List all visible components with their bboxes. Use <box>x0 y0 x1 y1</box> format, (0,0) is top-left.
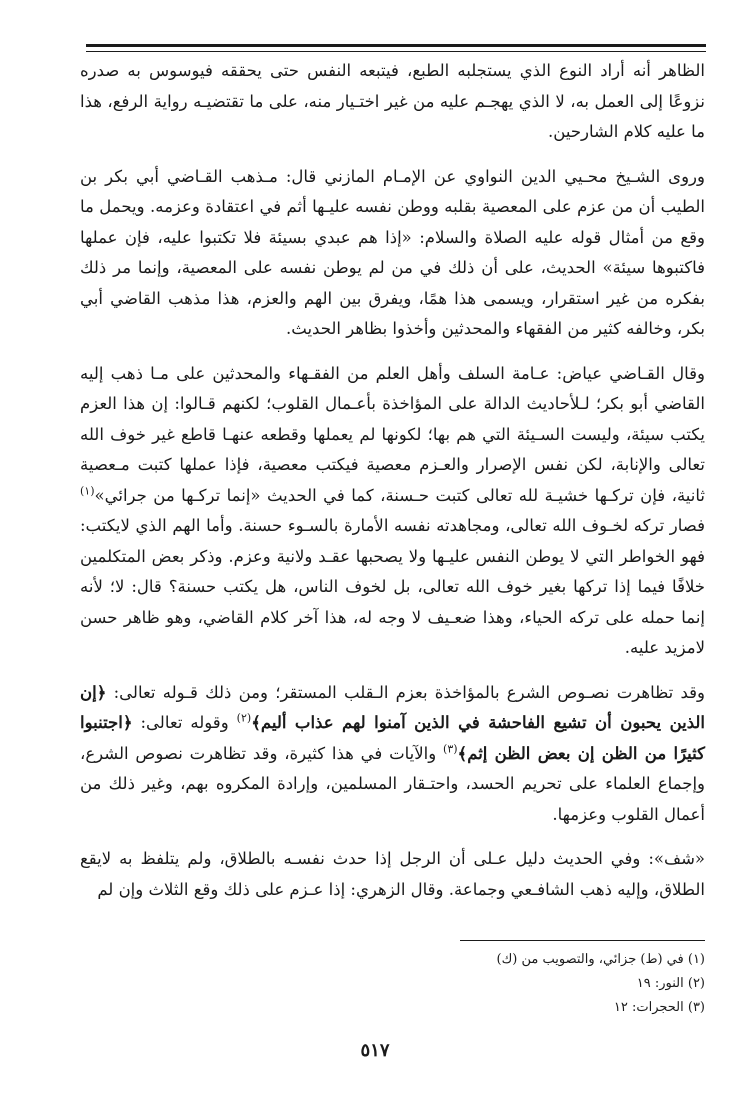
paragraph-4-middle: وقوله تعالى: <box>132 713 237 732</box>
header-rule-thin <box>86 51 706 52</box>
paragraph-5: «شف»: وفي الحديث دليل عـلى أن الرجل إذا حدث نفسـه بالطلاق، ولم يتلفظ به لايقع الطلاق، وإليه ذهب الشافـعي وجماعة. وقال الزهري: إذا عـزم على ذلك وقع الثلاث وإن لم <box>80 849 705 899</box>
footnote-1: (١) في (ط) جزائي، والتصويب من (ك) <box>496 952 705 967</box>
main-text <box>80 56 705 919</box>
footnote-ref-2: (٢) <box>236 711 252 725</box>
paragraph-3-text: وقال القـاضي عياض: عـامة السلف وأهل العلم من الفقـهاء والمحدثين على مـا ذهب إليه القاضي أبو بكر؛ لـلأحاديث الدالة على المؤاخذة بأعـمال القلوب؛ لكنهم قـالوا: إن هذا العزم يكتب سيئة، وليست السـيئة التي هم بها؛ لكونها لم يعملها وقطعه عنهـا قاطع غير خوف الله تعالى والإنابة، لكن نفس الإصرار والعـزم معصية فيكتب معصية، فإذا عملها كتبت مـعصية ثانية، فإن تركـها خشيـة لله تعالى كتبت حـسنة، كما في الحديث «إنما تركـها من جرائي» <box>80 363 705 505</box>
paragraph-1: الظاهر أنه أراد النوع الذي يستجلبه الطبع، فيتبعه النفس حتى يحققه فيوسوس به صدره نزوعًا إلى العمل به، لا الذي يهجـم عليه من غير اختـيار منه، على ما تقتضيـه رواية الرفع، هذا ما عليه كلام الشارحين. <box>80 61 705 141</box>
footnote-ref-3: (٣) <box>443 742 458 755</box>
footnote-2: (٢) النور: ١٩ <box>636 976 705 991</box>
footnote-separator <box>460 940 705 941</box>
paragraph-4-intro: وقد تظاهرت نصـوص الشرع بالمؤاخذة بعزم الـقلب المستقر؛ ومن ذلك قـوله تعالى: <box>106 682 705 702</box>
footnote-ref-1: (١) <box>80 484 95 497</box>
paragraph-3-rest: فصار تركه لخـوف الله تعالى، ومجاهدته نفسه الأمارة بالسـوء حسنة. وأما الهم الذي لايكتب: فهو الخواطر التي لا يوطن النفس عليـها ولا يصحبها عقـد ولانية وعزم. وذكر بعض المتكلمين خلافًا فيما إذا تركها بغير خوف الله تعالى، بل لخوف الناس، هل يكتب حسنة؟ قال: لا؛ لأنه إنما حمله على تركه الحياء، وهذا ضعـيف لا وجه له، هذا آخر كلام القاضي، وهو ظاهر حسن لامزيد عليه. <box>80 516 705 657</box>
footnotes <box>300 948 705 1020</box>
header-rule-thick <box>86 44 706 47</box>
paragraph-4-end: والآيات في هذا كثيرة، وقد تظاهرت نصوص الشرع، وإجماع العلماء على تحريم الحسد، واحتـقار المسلمين، وإرادة المكروه بهم، وغير ذلك من أعمال القلوب وعزمها. <box>80 743 705 824</box>
paragraph-2: وروى الشـيخ محـيي الدين النواوي عن الإمـام المازني قال: مـذهب القـاضي أبي بكر بن الطيب أن من عزم على المعصية بقلبه ووطن نفسه عليـها أثم في اعتقادة وعزمه. ويحمل ما وقع من أمثال قوله عليه الصلاة والسلام: «إذا هم عبدي بسيئة فلا تكتبوا عليه، فإن عملها فاكتبوها سيئة» الحديث، على أن ذلك في من لم يوطن نفسه على المعصية، وإنما مر ذلك بفكره من غير استقرار، ويسمى هذا همًا، ويفرق بين الهم والعزم، هذا مذهب القاضي أبي بكر، وخالفه كثير من الفقهاء والمحدثين وأخذوا بظاهر الحديث. <box>80 166 705 338</box>
page-number: ٥١٧ <box>360 1040 390 1061</box>
paragraph-4 <box>80 678 705 831</box>
quran-verse-2: ﴿اجتنبوا كثيرًا من الظن إن بعض الظن إثم﴾ <box>80 713 705 763</box>
paragraph-3 <box>80 359 705 664</box>
quran-verse-1: ﴿إن الذين يحبون أن تشيع الفاحشة في الذين آمنوا لهم عذاب أليم﴾ <box>80 682 706 732</box>
footnote-3: (٣) الحجرات: ١٢ <box>613 1000 705 1015</box>
